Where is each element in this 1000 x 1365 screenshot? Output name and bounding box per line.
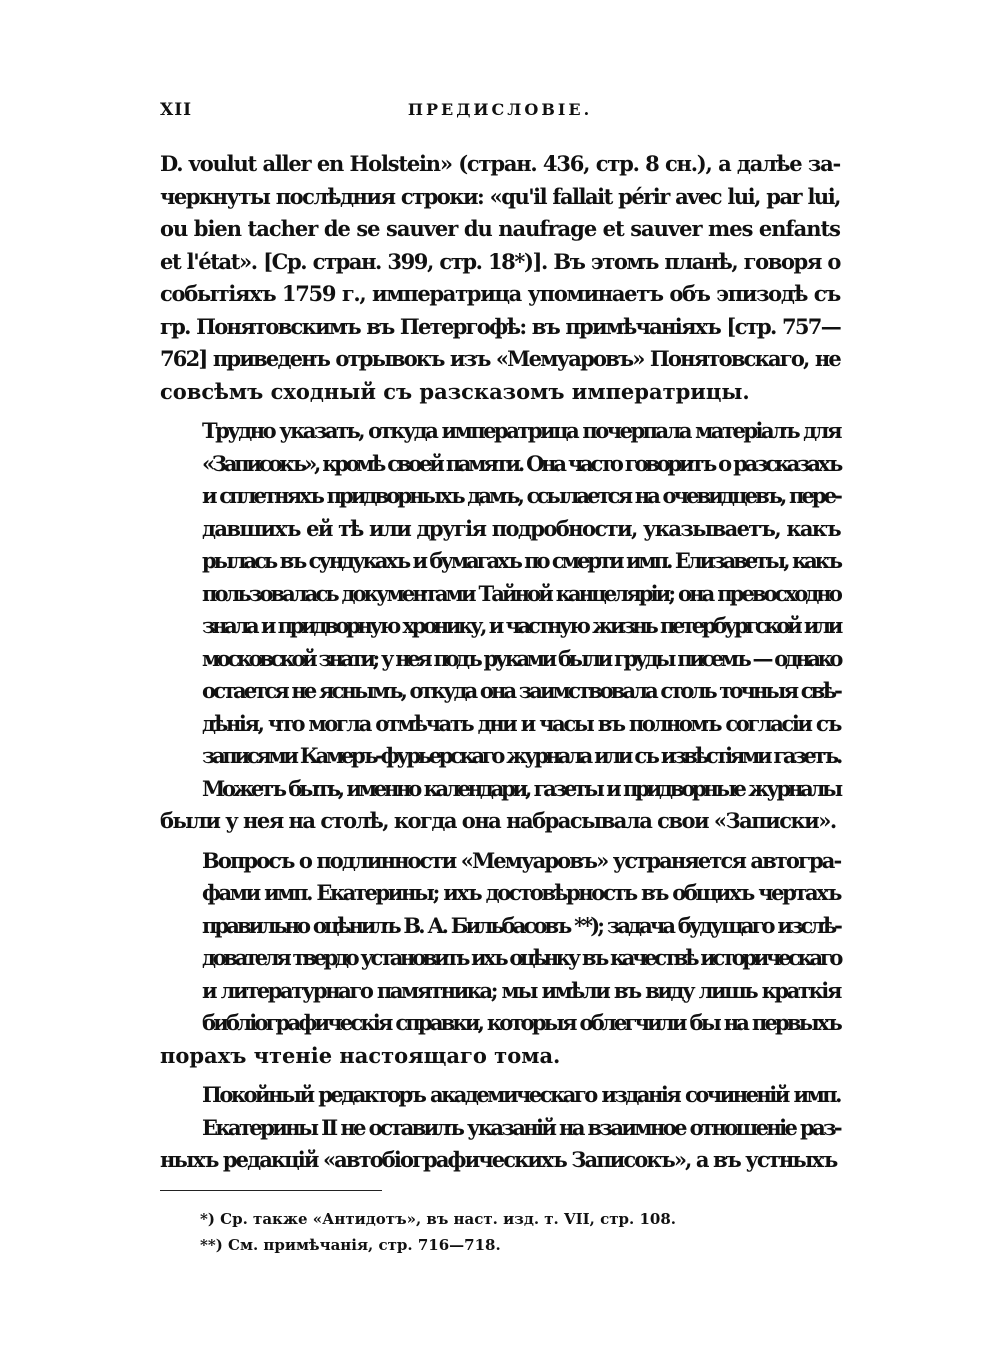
text-line: пользовалась документами Тайной канцеляріи; она превосходно [202,580,840,606]
text-line: и литературнаго памятника; мы имѣли въ виду лишь краткія [202,977,840,1003]
text-line: московской знати; у нея подъ руками были груды писемъ — однако [202,645,840,671]
paragraph [160,148,840,408]
text-line: записями Камеръ-фурьерскаго журнала или съ извѣстіями газетъ. [202,743,840,768]
text-line: ныхъ редакцій «автобіографическихъ Записокъ», а въ устныхъ [160,1147,837,1172]
text-line: D. voulut aller en Holstein» (стран. 436, стр. 8 сн.), а далѣе за- [160,151,840,176]
text-line: дователя твердо установить ихъ оцѣнку въ качествѣ историческаго [202,945,841,970]
text-line: 762] приведенъ отрывокъ изъ «Мемуаровъ» Понятовскаго, не [160,346,840,371]
text-line: знала и придворную хронику, и частную жизнь петербургской или [202,613,840,638]
text-line: порахъ чтеніе настоящаго тома. [160,1042,561,1068]
page-header [160,100,840,130]
text-line: Вопросъ о подлинности «Мемуаровъ» устраняется автогра- [202,847,841,873]
text-line: рылась въ сундукахъ и бумагахъ по смерти имп. Елизаветы, какъ [202,548,840,573]
body-text [160,148,840,1177]
footnotes [200,1206,840,1258]
text-line: et l'état». [Ср. стран. 399, стр. 18*)]. Въ этомъ планѣ, говоря о [160,248,840,274]
text-line: библіографическія справки, которыя облегчили бы на первыхъ [202,1010,840,1035]
text-line: Можетъ быть, именно календари, газеты и придворные журналы [202,775,840,801]
paragraph [160,1079,840,1177]
text-line: гр. Понятовскимъ въ Петергофѣ: въ примѣчаніяхъ [стр. 757— [160,313,840,339]
text-line: правильно оцѣнилъ В. А. Бильбасовъ **); задача будущаго изслѣ- [202,912,840,938]
text-line: Екатерины II не оставилъ указаній на взаимное отношеніе раз- [202,1114,840,1140]
text-line: черкнуты послѣдния строки: «qu'il fallait périr avec lui, par lui, [160,183,840,209]
footnote-2: **) См. примѣчанія, стр. 716—718. [200,1236,501,1254]
footnote-divider [160,1190,382,1191]
text-line: событіяхъ 1759 г., императрица упоминаетъ объ эпизодѣ съ [160,281,840,306]
text-line: давшихъ ей тѣ или другія подробности, указываетъ, какъ [202,515,840,541]
text-line: Покойный редакторъ академическаго изданія сочиненій имп. [202,1082,840,1107]
text-line: и сплетняхъ придворныхъ дамъ, ссылается на очевидцевъ, пере- [202,483,840,508]
paragraph [160,845,840,1073]
text-line: ou bien tacher de se sauver du naufrage et sauver mes enfants [160,216,840,241]
text-line: фами имп. Екатерины; ихъ достовѣрность въ общихъ чертахъ [202,880,840,905]
paragraph [160,415,840,838]
text-line: Трудно указать, откуда императрица почерпала матеріалъ для [202,418,840,443]
text-line: дѣнія, что могла отмѣчать дни и часы въ полномъ согласіи съ [202,710,840,736]
text-line: «Записокъ», кромѣ своей памяти. Она часто говоритъ о разсказахъ [202,450,840,476]
running-title: ПРЕДИСЛОВІЕ. [407,100,593,119]
text-line: совсѣмъ сходный съ разсказомъ императрицы. [160,378,750,404]
footnote-1: *) Ср. также «Антидотъ», въ наст. изд. т. VII, стр. 108. [200,1210,677,1228]
text-line: остается не яснымъ, откуда она заимствовала столь точныя свѣ- [202,678,840,703]
text-line: были у нея на столѣ, когда она набрасывала свои «Записки». [160,808,836,833]
page-number: XII [160,100,193,120]
